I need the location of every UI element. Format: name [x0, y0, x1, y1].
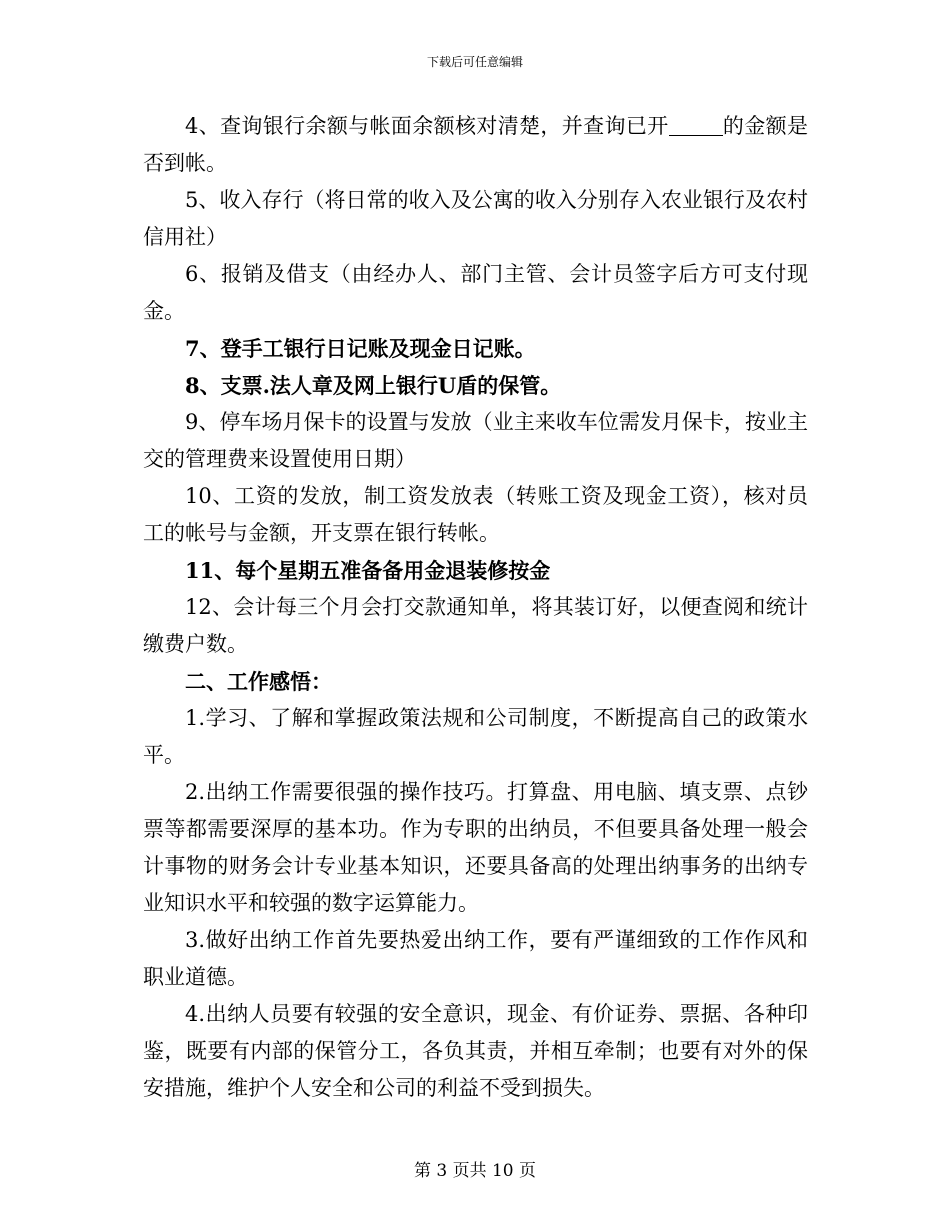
insight-item-1: 1.学习、了解和掌握政策法规和公司制度，不断提高自己的政策水平。: [143, 706, 808, 767]
paragraph-item-5: 5、收入存行（将日常的收入及公寓的收入分别存入农业银行及农村信用社）: [143, 188, 808, 249]
paragraph-item-10: 10、工资的发放，制工资发放表（转账工资及现金工资），核对员工的帐号与金额，开支票在银行转帐。: [143, 484, 808, 545]
page-header: 下载后可任意编辑: [426, 55, 523, 69]
paragraph-item-6: 6、报销及借支（由经办人、部门主管、会计员签字后方可支付现金。: [143, 262, 808, 323]
paragraph-item-7: 7、登手工银行日记账及现金日记账。: [185, 336, 536, 361]
paragraph-item-11: 11、每个星期五准备备用金退装修按金: [185, 558, 551, 583]
insight-item-3: 3.做好出纳工作首先要热爱出纳工作，要有严谨细致的工作作风和职业道德。: [143, 928, 808, 989]
paragraph-item-4: [143, 108, 808, 182]
insight-item-4: 4.出纳人员要有较强的安全意识，现金、有价证券、票据、各种印鉴，既要有内部的保管分工，各负其责，并相互牵制；也要有对外的保安措施，维护个人安全和公司的利益不受到损失。: [143, 1002, 808, 1100]
section-heading: 二、工作感悟：: [185, 669, 332, 694]
paragraph-text: 的金额是否到帐。: [143, 114, 809, 175]
page-number: 第 3 页共 10 页: [413, 1161, 537, 1181]
paragraph-item-12: 12、会计每三个月会打交款通知单，将其装订好，以便查阅和统计缴费户数。: [143, 595, 808, 656]
document-body: [143, 108, 808, 1107]
insight-item-2: 2.出纳工作需要很强的操作技巧。打算盘、用电脑、填支票、点钞票等都需要深厚的基本功。作为专职的出纳员，不但要具备处理一般会计事物的财务会计专业基本知识，还要具备高的处理出纳事务的出纳专业知识水平和较强的数字运算能力。: [143, 780, 808, 915]
paragraph-text: 4、查询银行余额与帐面余额核对清楚，并查询已开: [185, 114, 669, 138]
paragraph-item-9: 9、停车场月保卡的设置与发放（业主来收车位需发月保卡，按业主交的管理费来设置使用日期）: [143, 410, 808, 471]
fill-in-blank: [669, 114, 723, 136]
paragraph-item-8: 8、支票.法人章及网上银行U盾的保管。: [185, 373, 562, 398]
